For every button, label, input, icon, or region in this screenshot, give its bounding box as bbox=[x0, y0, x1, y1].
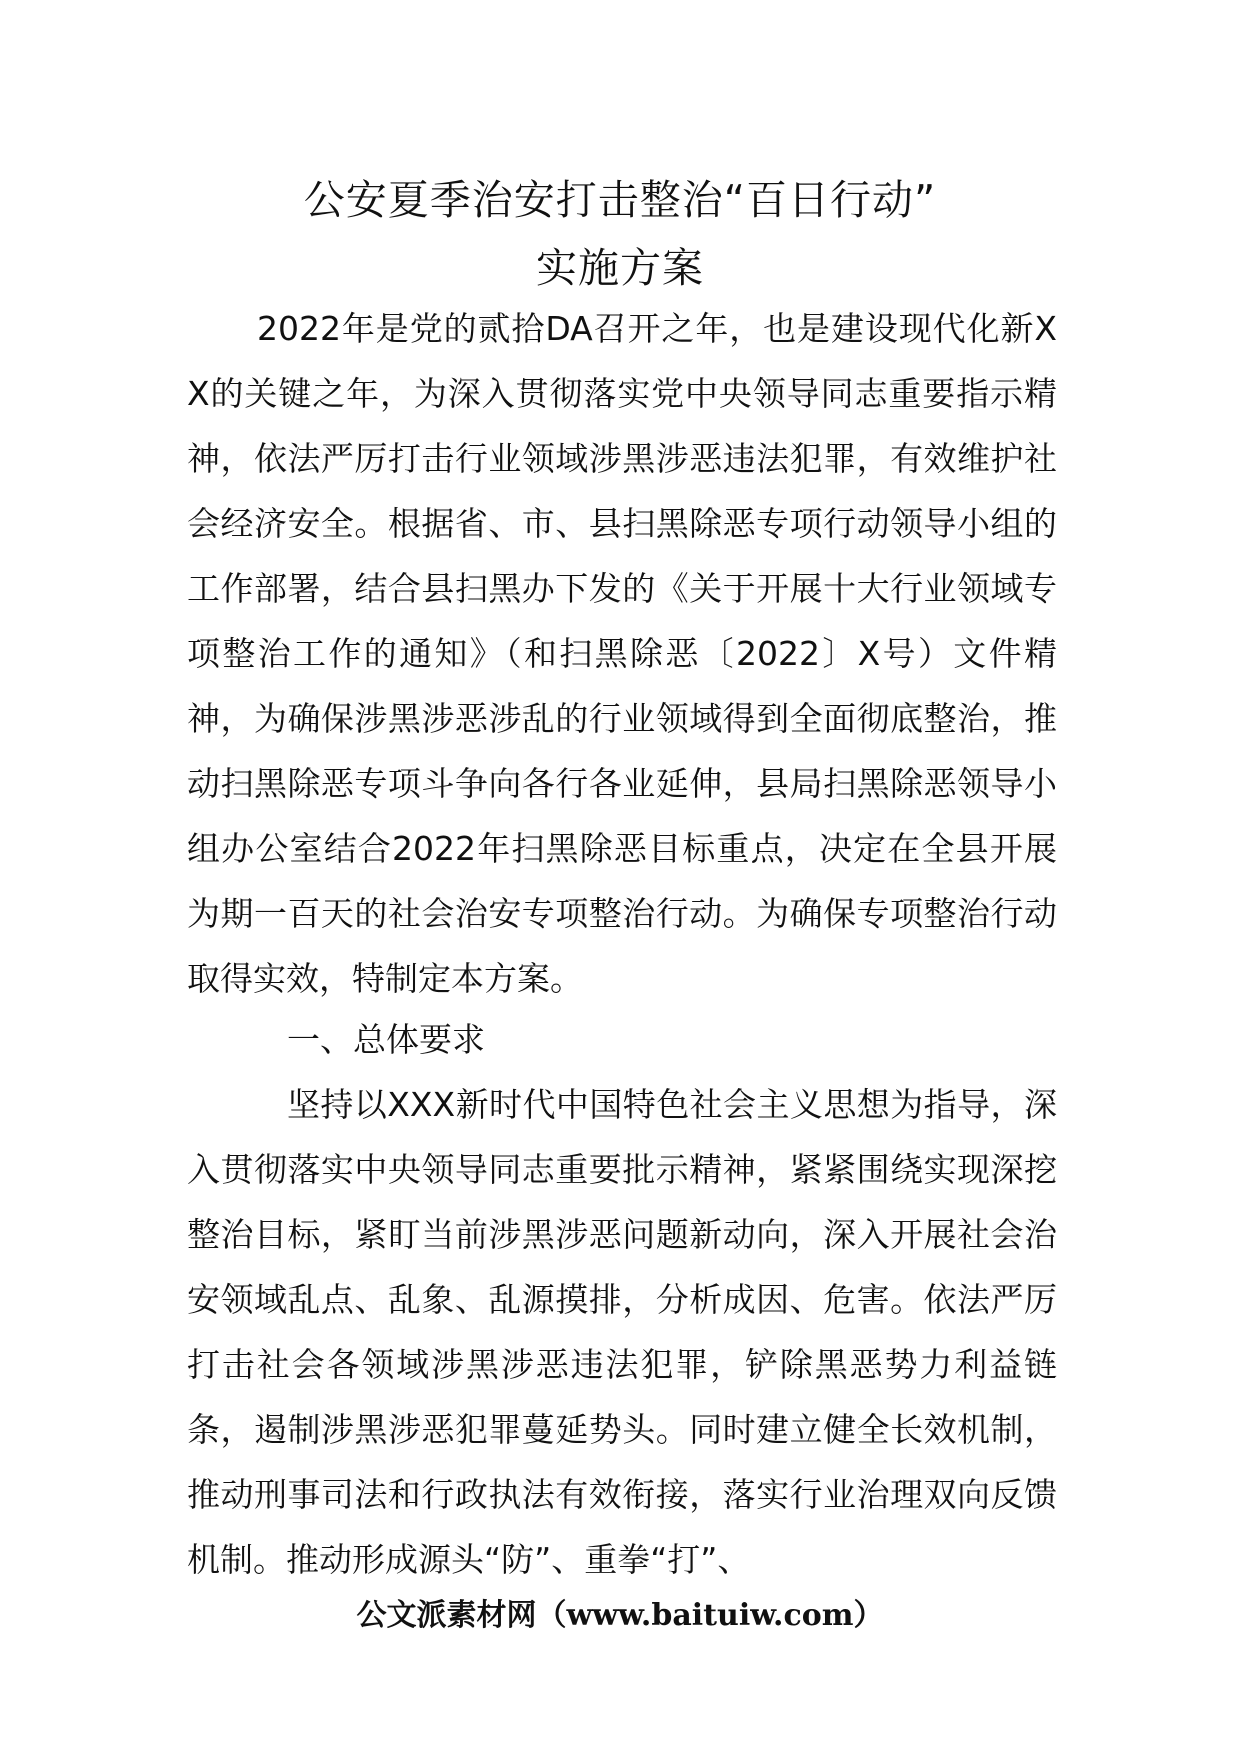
document-title: 公安夏季治安打击整治“百日行动” bbox=[303, 176, 937, 224]
footer-watermark: 公文派素材网（www.baituiw.com） bbox=[356, 1598, 884, 1633]
requirements-paragraph: 坚持以XXX新时代中国特色社会主义思想为指导，深入贯彻落实中央领导同志重要批示精神，紧紧围绕实现深挖整治目标，紧盯当前涉黑涉恶问题新动向，深入开展社会治安领域乱点、乱象、乱源摸排，分析成因、危害。依法严厉打击社会各领域涉黑涉恶违法犯罪，铲除黑恶势力利益链条，遏制涉黑涉恶犯罪蔓延势头。同时建立健全长效机制，推动刑事司法和行政执法有效衔接，落实行业治理双向反馈机制。推动形成源头“防”、重拳“打”、 bbox=[187, 1085, 1057, 1579]
section-heading: 一、总体要求 bbox=[287, 1020, 485, 1059]
document-subtitle: 实施方案 bbox=[536, 244, 704, 292]
intro-paragraph: 2022年是党的贰拾DA召开之年，也是建设现代化新XX的关键之年，为深入贯彻落实党中央领导同志重要指示精神，依法严厉打击行业领域涉黑涉恶违法犯罪，有效维护社会经济安全。根据省、市、县扫黑除恶专项行动领导小组的工作部署，结合县扫黑办下发的《关于开展十大行业领域专项整治工作的通知》（和扫黑除恶〔2022〕X号）文件精神，为确保涉黑涉恶涉乱的行业领域得到全面彻底整治，推动扫黑除恶专项斗争向各行各业延伸，县局扫黑除恶领导小组办公室结合2022年扫黑除恶目标重点，决定在全县开展为期一百天的社会治安专项整治行动。为确保专项整治行动取得实效，特制定本方案。 bbox=[187, 309, 1057, 998]
